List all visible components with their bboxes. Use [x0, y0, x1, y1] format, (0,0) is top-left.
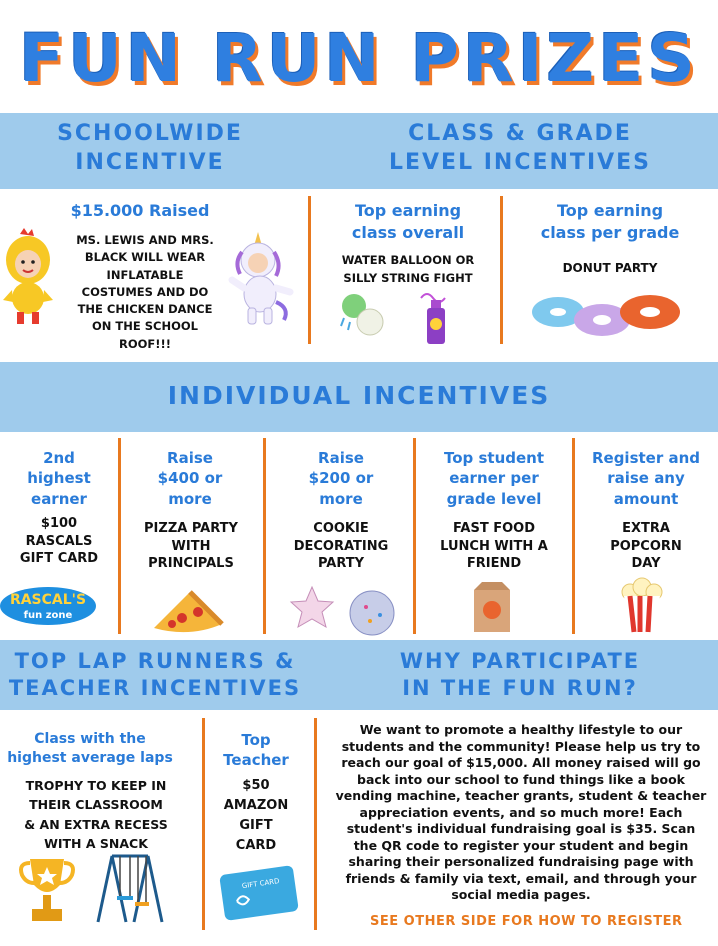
divider — [413, 438, 416, 634]
divider — [308, 196, 311, 344]
gift-card-icon — [220, 868, 298, 918]
divider — [314, 718, 317, 930]
class-overall-prize: WATER BALLOON OR SILLY STRING FIGHT — [341, 253, 475, 285]
trophy-icon — [18, 855, 76, 925]
individual-criteria-3: Raise $200 or more — [308, 449, 374, 508]
divider — [500, 196, 503, 344]
paper-bag-icon — [470, 580, 514, 634]
individual-criteria-1: 2nd highest earner — [27, 449, 91, 508]
unicorn-costume-icon — [228, 232, 294, 328]
class-overall-criteria: Top earning class overall — [351, 201, 465, 242]
chicken-costume-icon — [2, 228, 54, 328]
individual-criteria-2: Raise $400 or more — [157, 449, 223, 508]
individual-prize-4: FAST FOOD LUNCH WITH A FRIEND — [440, 521, 548, 572]
lap-runners-heading: TOP LAP RUNNERS & TEACHER INCENTIVES — [8, 649, 302, 701]
individual-prize-5: EXTRA POPCORN DAY — [610, 521, 682, 572]
individual-prize-1: $100 RASCALS GIFT CARD — [19, 516, 99, 567]
schoolwide-prize: MS. LEWIS AND MRS. BLACK WILL WEAR INFLATABLE COSTUMES AND DO THE CHICKEN DANCE ON THE SCHOOL ROOF!!! — [76, 233, 214, 351]
individual-prize-2: PIZZA PARTY WITH PRINCIPALS — [144, 521, 238, 572]
divider — [118, 438, 121, 634]
donuts-icon — [530, 290, 690, 340]
pizza-slice-icon — [150, 588, 226, 634]
swing-set-icon — [92, 852, 168, 924]
svg-text:RASCAL'S: RASCAL'S — [9, 592, 87, 608]
divider — [572, 438, 575, 634]
svg-text:GIFT CARD: GIFT CARD — [241, 877, 281, 891]
schoolwide-goal: $15.000 Raised — [70, 201, 210, 220]
rascals-fun-zone-logo — [0, 585, 100, 627]
register-cta: SEE OTHER SIDE FOR HOW TO REGISTER — [370, 914, 683, 929]
divider — [202, 718, 205, 930]
cookies-icon — [290, 585, 406, 637]
laps-prize: TROPHY TO KEEP IN THEIR CLASSROOM & AN EXTRA RECESS WITH A SNACK — [24, 778, 168, 852]
individual-heading: INDIVIDUAL INCENTIVES — [167, 381, 551, 410]
popcorn-icon — [618, 578, 666, 634]
divider — [263, 438, 266, 634]
page-title: FUN RUN PRIZES — [19, 20, 699, 97]
class-grade-prize: DONUT PARTY — [562, 261, 658, 275]
class-grade-criteria: Top earning class per grade — [540, 201, 680, 242]
why-participate-paragraph: We want to promote a healthy lifestyle to our students and the community! Please help us try to reach our goal of $15,000. All money raised will go back into our school to fund things like a book vending machine, teacher grants, student & teacher appreciation events, and so much more! Each student's individual fundraising goal is $35. Scan the QR code to register your student and begin sharing their personalized fundraising page with friends & family via text, email, and through your social media pages. — [335, 722, 707, 902]
why-participate-heading: WHY PARTICIPATE IN THE FUN RUN? — [399, 649, 641, 701]
individual-criteria-4: Top student earner per grade level — [443, 449, 545, 508]
water-balloon-icon — [340, 292, 390, 340]
silly-string-can-icon — [415, 292, 455, 348]
teacher-prize: $50 AMAZON GIFT CARD — [223, 778, 289, 854]
schoolwide-heading: SCHOOLWIDE INCENTIVE — [57, 121, 243, 175]
class-grade-heading: CLASS & GRADE LEVEL INCENTIVES — [388, 121, 652, 175]
teacher-criteria: Top Teacher — [223, 731, 289, 770]
individual-prize-3: COOKIE DECORATING PARTY — [293, 521, 389, 572]
laps-criteria: Class with the highest average laps — [7, 731, 173, 766]
individual-criteria-5: Register and raise any amount — [591, 449, 701, 508]
svg-text:fun zone: fun zone — [23, 610, 73, 621]
